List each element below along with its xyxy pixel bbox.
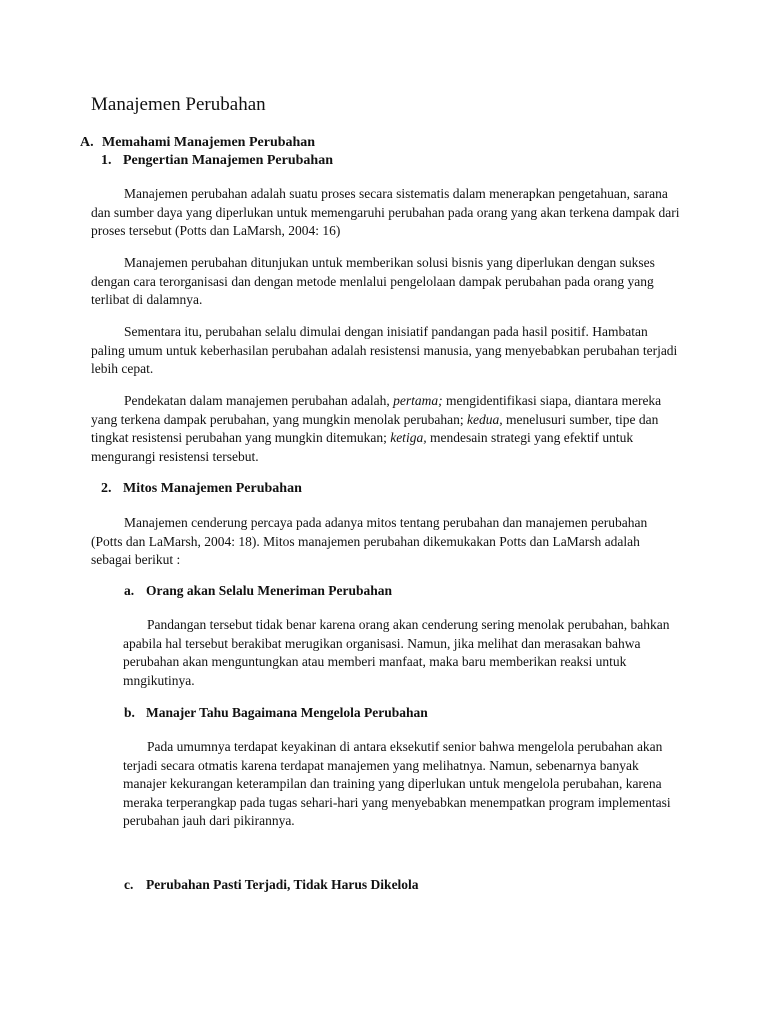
subheading-text: Pengertian Manajemen Perubahan (123, 153, 333, 168)
paragraph-4-text-2: mengidentifikasi siapa, diantara mereka yang terkena dampak perubahan, yang mungkin menolak perubahan; (91, 393, 662, 427)
paragraph-5: Manajemen cenderung percaya pada adanya mitos tentang perubahan dan manajemen perubahan (Potts dan LaMarsh, 2004: 18). Mitos manajemen perubahan dikemukakan Potts dan LaMarsh adalah sebagai berikut : (91, 515, 648, 567)
subheading-marker: a. (124, 583, 135, 598)
subheading-marker: b. (124, 705, 135, 720)
subheading-a (124, 583, 392, 599)
page-title: Manajemen Perubahan (91, 94, 266, 115)
paragraph-6: Pandangan tersebut tidak benar karena orang akan cenderung sering menolak perubahan, bahkan apabila hal tersebut berakibat merugikan organisasi. Namun, jika melihat dan merasakan bahwa perubahan akan menguntungkan atau memberi manfaat, maka baru memberikan reaksi untuk mngikutinya. (123, 617, 670, 688)
paragraph-7: Pada umumnya terdapat keyakinan di antara eksekutif senior bahwa mengelola perubahan akan terjadi secara otmatis karena terdapat manajemen yang melihatnya. Namun, sebenarnya banyak manajer kekurangan keterampilan dan training yang diperlukan untuk mengelola perubahan, karena meraka terperangkap pada tugas sehari-hari yang menyebabkan menempatkan program implementasi perubahan jauh dari pikirannya. (123, 739, 671, 828)
subheading-marker: 2. (101, 481, 112, 496)
subheading-text: Perubahan Pasti Terjadi, Tidak Harus Dikelola (146, 877, 419, 892)
section-heading-text: Memahami Manajemen Perubahan (102, 135, 316, 150)
subheading-marker: 1. (101, 153, 112, 168)
paragraph-4-text-1: Pendekatan dalam manajemen perubahan adalah, (124, 393, 394, 408)
subheading-text: Manajer Tahu Bagaimana Mengelola Perubahan (146, 705, 428, 720)
subheading-b (124, 705, 428, 721)
subheading-1 (101, 153, 333, 169)
section-marker: A. (80, 135, 94, 150)
paragraph-4-text-4: mendesain strategi yang efektif untuk mengurangi resistensi tersebut. (91, 430, 634, 464)
paragraph-4-italic-3: ketiga, (390, 430, 427, 445)
subheading-marker: c. (124, 877, 134, 892)
paragraph-1: Manajemen perubahan adalah suatu proses secara sistematis dalam menerapkan pengetahuan, sarana dan sumber daya yang diperlukan untuk memengaruhi perubahan pada orang yang akan terkena dampak dari proses tersebut (Potts dan LaMarsh, 2004: 16) (91, 186, 680, 238)
paragraph-4-italic-2: kedua, (467, 411, 503, 427)
paragraph-4 (91, 392, 681, 466)
subheading-c (124, 877, 419, 893)
subheading-text: Orang akan Selalu Meneriman Perubahan (146, 583, 393, 598)
paragraph-4-italic-1: pertama; (393, 393, 443, 408)
subheading-2 (101, 481, 302, 497)
paragraph-2: Manajemen perubahan ditunjukan untuk memberikan solusi bisnis yang diperlukan dengan sukses dengan cara terorganisasi dan dengan metode menlalui pengelolaan dampak perubahan pada orang yang terlibat di dalamnya. (91, 255, 655, 307)
section-heading-a (80, 135, 315, 151)
subheading-text: Mitos Manajemen Perubahan (123, 481, 302, 496)
paragraph-3: Sementara itu, perubahan selalu dimulai dengan inisiatif pandangan pada hasil positif. Hambatan paling umum untuk keberhasilan perubahan adalah resistensi manusia, yang menyebabkan perubahan terjadi lebih cepat. (91, 324, 678, 376)
paragraph-4-text-3: menelusuri sumber, tipe dan tingkat resistensi perubahan yang mungkin ditemukan; (91, 411, 659, 445)
